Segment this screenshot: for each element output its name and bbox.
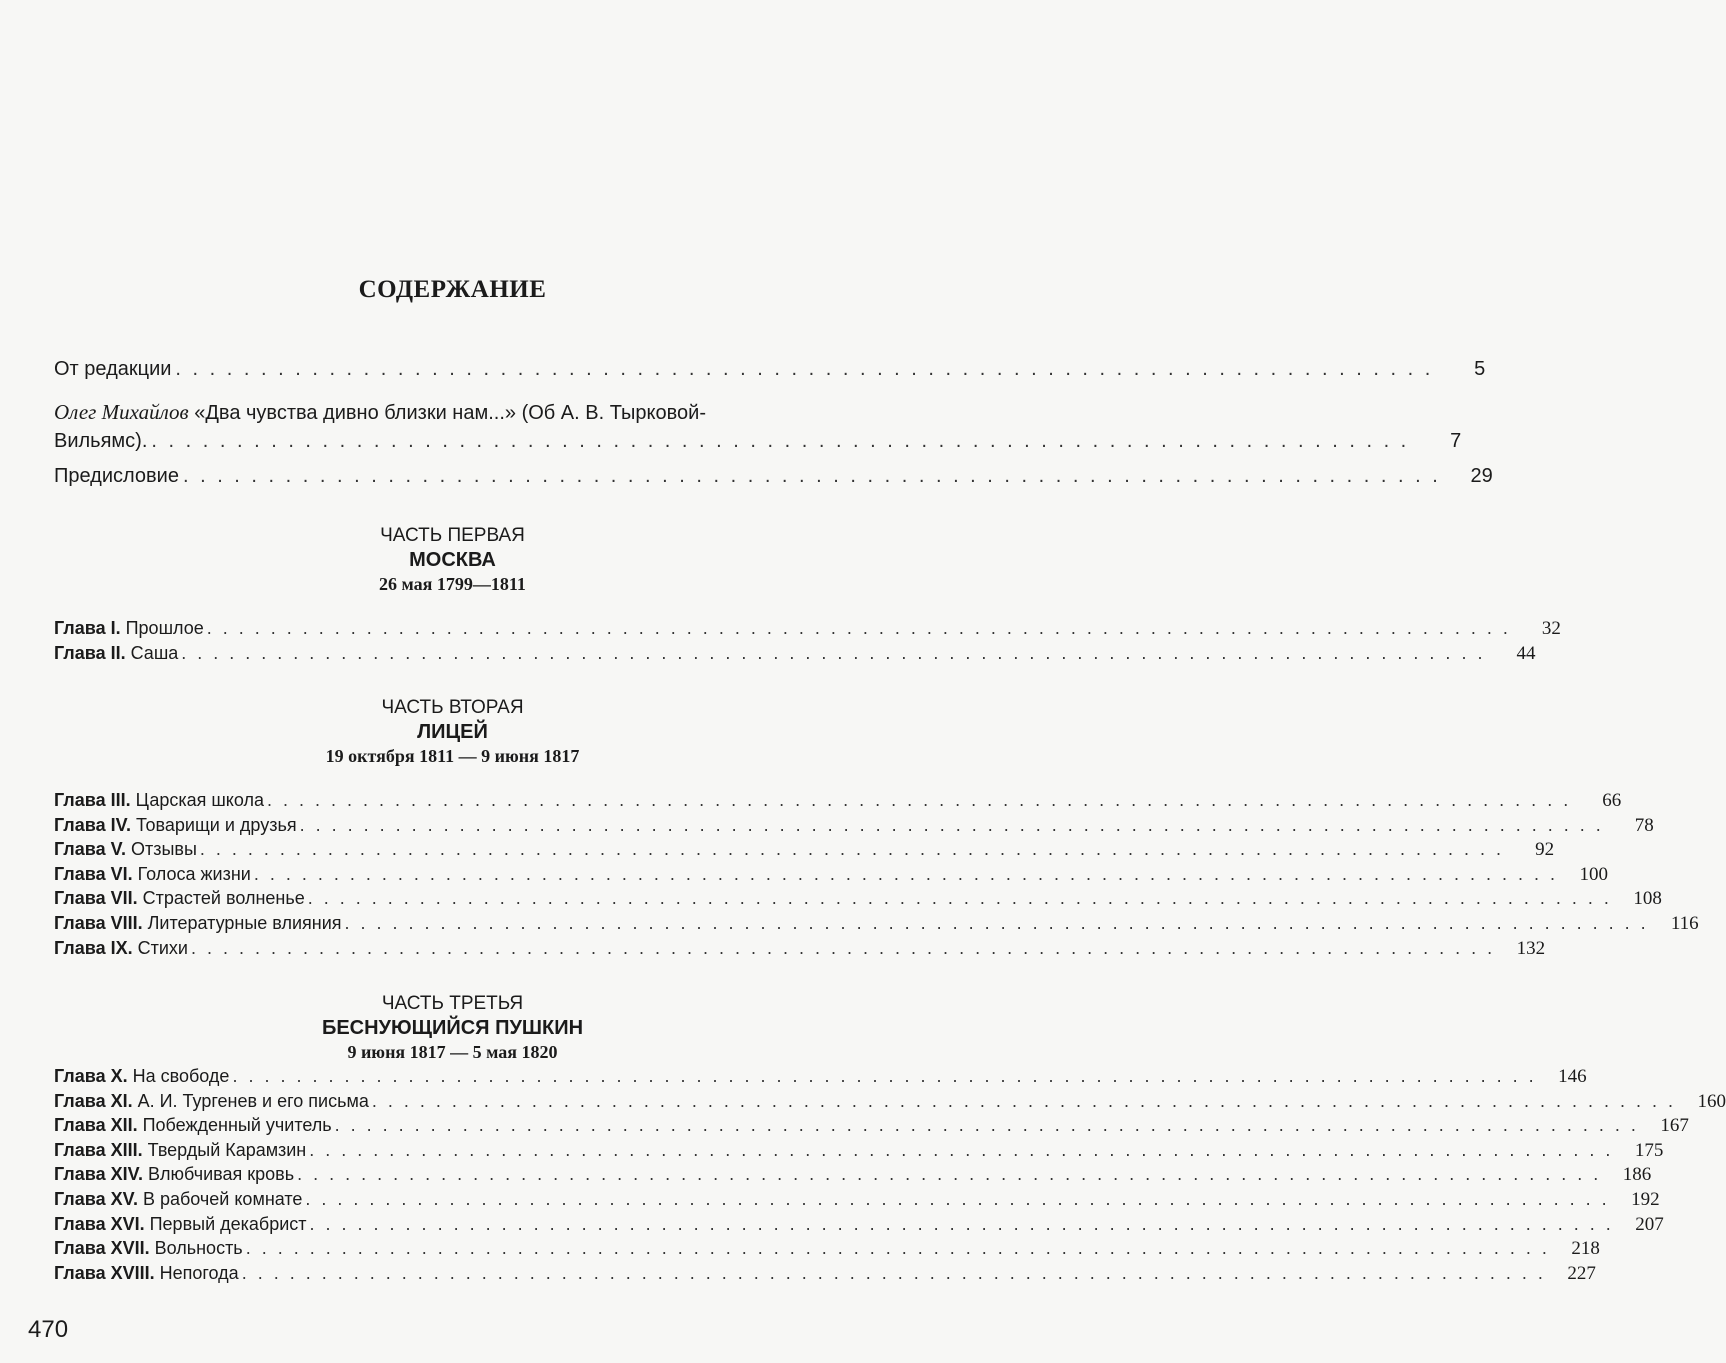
chapter-name: Литературные влияния (147, 912, 342, 933)
dot-leader: . . . . . . . . . . . . . . . . . . . . . . . . . . . . . . . . . . . . . . . . . . . . . . . . . . . . . . . . . . . . . . . . . . . . . . . . . . . . . . . . . . (334, 1115, 1639, 1136)
chapter-number: Глава XIV. (54, 1164, 143, 1185)
chapter-entry (54, 1162, 1652, 1187)
part-name: ЧАСТЬ ВТОРАЯ (381, 697, 524, 718)
chapter-entry (54, 641, 1536, 666)
dot-leader: . . . . . . . . . . . . . . . . . . . . . . . . . . . . . . . . . . . . . . . . . . . . . . . . . . . . . . . . . . . . . . . . . . . . . . . . . . . . . . . . . . (241, 1262, 1546, 1283)
chapter-page: 146 (1558, 1066, 1587, 1087)
part-dates: 9 июня 1817 — 5 мая 1820 (347, 1042, 558, 1062)
chapter-name: Стихи (137, 937, 188, 958)
chapter-name: Царская школа (135, 790, 265, 810)
chapter-entry (54, 788, 1622, 813)
chapter-page: 116 (1670, 912, 1699, 934)
chapter-number: Глава XI. (54, 1090, 133, 1111)
chapter-number: Глава XII. (54, 1115, 138, 1136)
chapter-name: Твердый Карамзин (147, 1139, 307, 1160)
chapter-page: 192 (1631, 1188, 1660, 1210)
chapter-name: В рабочей комнате (142, 1188, 303, 1209)
part-heading (0, 992, 905, 1064)
dot-leader: . . . . . . . . . . . . . . . . . . . . . . . . . . . . . . . . . . . . . . . . . . . . . . . . . . . . . . . . . . . . . . . . . . . . . . . . . . . . . . . . . . (297, 1164, 1602, 1185)
part-name: ЧАСТЬ ТРЕТЬЯ (381, 993, 524, 1014)
chapter-name: Вольность (154, 1238, 243, 1259)
chapter-number: Глава IX. (54, 937, 133, 958)
entry-text: Предисловие (54, 465, 179, 487)
page-number: 470 (28, 1316, 69, 1343)
chapter-entry (54, 911, 1699, 936)
chapter-entry (54, 1212, 1664, 1237)
chapter-page: 78 (1634, 814, 1654, 836)
dot-leader: . . . . . . . . . . . . . . . . . . . . . . . . . . . . . . . . . . . . . . . . . . . . . . . . . . . . . . . . . . . . . . . . . . . . . . . . . . (151, 430, 1410, 452)
chapter-entry (54, 1064, 1587, 1089)
chapter-number: Глава III. (54, 790, 131, 810)
dot-leader: . . . . . . . . . . . . . . . . . . . . . . . . . . . . . . . . . . . . . . . . . . . . . . . . . . . . . . . . . . . . . . . . . . . . . . . . . . . . . . . . . . (190, 937, 1496, 958)
chapter-page: 32 (1541, 618, 1561, 639)
part-title: ЛИЦЕЙ (417, 721, 488, 743)
chapter-name: Прошлое (125, 618, 204, 638)
dot-leader: . . . . . . . . . . . . . . . . . . . . . . . . . . . . . . . . . . . . . . . . . . . . . . . . . . . . . . . . . . . . . . . . . . . . . . . . . . . . . . . . . . (305, 1188, 1610, 1209)
chapter-entry (54, 936, 1546, 961)
chapter-page: 175 (1634, 1139, 1664, 1161)
chapter-entry (54, 1113, 1689, 1138)
chapter-number: Глава XVI. (54, 1213, 145, 1234)
dot-leader: . . . . . . . . . . . . . . . . . . . . . . . . . . . . . . . . . . . . . . . . . . . . . . . . . . . . . . . . . . . . . . . . . . . . . . . . . . . . . . . . . . (267, 790, 1572, 810)
entry-page: 5 (1474, 358, 1486, 380)
entry-text: От редакции (54, 358, 172, 380)
entry-page: 7 (1450, 430, 1462, 452)
chapter-number: Глава I. (54, 618, 121, 638)
toc-entry-editorial (54, 355, 1486, 383)
essay-author: Олег Михайлов (54, 400, 189, 424)
part-title: МОСКВА (409, 549, 496, 571)
essay-title-line2: Вильямс). (54, 430, 148, 452)
dot-leader: . . . . . . . . . . . . . . . . . . . . . . . . . . . . . . . . . . . . . . . . . . . . . . . . . . . . . . . . . . . . . . . . . . . . . . . . . . . . . . . . . . (309, 1213, 1614, 1234)
chapter-page: 92 (1535, 839, 1555, 861)
chapter-page: 227 (1567, 1262, 1596, 1284)
chapter-name: Саша (130, 642, 179, 663)
essay-line-2 (54, 427, 1462, 455)
essay-title-line1: «Два чувства дивно близки нам...» (Об А. В. Тырковой- (194, 402, 706, 424)
chapter-entry (54, 862, 1609, 887)
chapter-name: Влюбчивая кровь (147, 1164, 295, 1185)
part-heading (0, 696, 905, 768)
chapter-page: 132 (1516, 937, 1546, 959)
chapter-list (54, 1064, 1726, 1285)
toc-entry-essay (54, 398, 1462, 455)
chapter-entry (54, 813, 1654, 838)
chapter-page: 207 (1635, 1213, 1664, 1235)
dot-leader: . . . . . . . . . . . . . . . . . . . . . . . . . . . . . . . . . . . . . . . . . . . . . . . . . . . . . . . . . . . . . . . . . . . . . . . . . . . . . . . . . . (309, 1139, 1614, 1160)
chapter-number: Глава VII. (54, 888, 138, 909)
chapter-name: Страстей волненье (142, 888, 305, 909)
chapter-name: На свободе (132, 1066, 230, 1086)
chapter-name: Непогода (159, 1262, 239, 1283)
chapter-page: 218 (1571, 1238, 1600, 1260)
dot-leader: . . . . . . . . . . . . . . . . . . . . . . . . . . . . . . . . . . . . . . . . . . . . . . . . . . . . . . . . . . . . . . . . . . . . . . . . . . . . . . . . . . (253, 863, 1559, 884)
chapter-page: 66 (1602, 790, 1622, 811)
dot-leader: . . . . . . . . . . . . . . . . . . . . . . . . . . . . . . . . . . . . . . . . . . . . . . . . . . . . . . . . . . . . . . . . . . . . . . . . . . . . . . . . . . (199, 839, 1505, 860)
chapter-name: Первый декабрист (149, 1213, 307, 1234)
contents-title: СОДЕРЖАНИЕ (358, 276, 547, 303)
chapter-name: Голоса жизни (137, 863, 251, 884)
chapter-page: 100 (1579, 863, 1609, 885)
chapter-entry (54, 1236, 1600, 1261)
chapter-entry (54, 1089, 1726, 1114)
chapter-entry (54, 1138, 1664, 1163)
part-title: БЕСНУЮЩИЙСЯ ПУШКИН (321, 1017, 584, 1039)
dot-leader: . . . . . . . . . . . . . . . . . . . . . . . . . . . . . . . . . . . . . . . . . . . . . . . . . . . . . . . . . . . . . . . . . . . . . . . . . . . . . . . . . . (371, 1090, 1677, 1111)
chapter-name: Отзывы (130, 839, 197, 860)
chapter-entry (54, 886, 1662, 911)
chapter-entry (54, 1261, 1596, 1286)
chapter-entry (54, 1187, 1660, 1212)
dot-leader: . . . . . . . . . . . . . . . . . . . . . . . . . . . . . . . . . . . . . . . . . . . . . . . . . . . . . . . . . . . . . . . . . . . . . . . . . . . . . . . . . . (181, 642, 1486, 663)
chapter-number: Глава II. (54, 642, 126, 663)
dot-leader: . . . . . . . . . . . . . . . . . . . . . . . . . . . . . . . . . . . . . . . . . . . . . . . . . . . . . . . . . . . . . . . . . . . . . . . . . . . . . . . . . . (344, 912, 1649, 933)
chapter-page: 44 (1516, 642, 1536, 664)
chapter-page: 160 (1697, 1090, 1726, 1112)
chapter-list (54, 616, 1561, 665)
chapter-name: Товарищи и друзья (135, 814, 297, 835)
chapter-page: 108 (1633, 888, 1662, 910)
chapter-number: Глава VI. (54, 863, 133, 884)
dot-leader: . . . . . . . . . . . . . . . . . . . . . . . . . . . . . . . . . . . . . . . . . . . . . . . . . . . . . . . . . . . . . . . . . . . . . . . . . . . . . . . . . . (232, 1066, 1537, 1086)
dot-leader: . . . . . . . . . . . . . . . . . . . . . . . . . . . . . . . . . . . . . . . . . . . . . . . . . . . . . . . . . . . . . . . . . . . . . . . . . . (182, 465, 1441, 487)
part-heading (0, 524, 905, 596)
part-dates: 26 мая 1799—1811 (379, 574, 526, 594)
chapter-number: Глава XVII. (54, 1238, 150, 1259)
chapter-list (54, 788, 1699, 960)
chapter-name: Побежденный учитель (142, 1115, 332, 1136)
chapter-number: Глава X. (54, 1066, 128, 1086)
entry-page: 29 (1470, 465, 1493, 487)
chapter-number: Глава V. (54, 839, 126, 860)
chapter-entry (54, 837, 1555, 862)
chapter-number: Глава XIII. (54, 1139, 143, 1160)
chapter-name: А. И. Тургенев и его письма (137, 1090, 369, 1111)
part-dates: 19 октября 1811 — 9 июня 1817 (325, 746, 580, 766)
dot-leader: . . . . . . . . . . . . . . . . . . . . . . . . . . . . . . . . . . . . . . . . . . . . . . . . . . . . . . . . . . . . . . . . . . . . . . . . . . . . . . . . . . (206, 618, 1511, 638)
dot-leader: . . . . . . . . . . . . . . . . . . . . . . . . . . . . . . . . . . . . . . . . . . . . . . . . . . . . . . . . . . . . . . . . . . . . . . . . . . (175, 358, 1434, 380)
chapter-entry (54, 616, 1561, 641)
chapter-number: Глава VIII. (54, 912, 143, 933)
chapter-page: 186 (1622, 1164, 1652, 1186)
chapter-page: 167 (1660, 1115, 1689, 1137)
dot-leader: . . . . . . . . . . . . . . . . . . . . . . . . . . . . . . . . . . . . . . . . . . . . . . . . . . . . . . . . . . . . . . . . . . . . . . . . . . . . . . . . . . (307, 888, 1612, 909)
toc-entry-preface (54, 462, 1493, 490)
chapter-number: Глава XV. (54, 1188, 138, 1209)
part-name: ЧАСТЬ ПЕРВАЯ (380, 525, 525, 546)
dot-leader: . . . . . . . . . . . . . . . . . . . . . . . . . . . . . . . . . . . . . . . . . . . . . . . . . . . . . . . . . . . . . . . . . . . . . . . . . . . . . . . . . . (245, 1238, 1550, 1259)
chapter-number: Глава IV. (54, 814, 131, 835)
chapter-number: Глава XVIII. (54, 1262, 155, 1283)
essay-line-1 (54, 398, 846, 427)
dot-leader: . . . . . . . . . . . . . . . . . . . . . . . . . . . . . . . . . . . . . . . . . . . . . . . . . . . . . . . . . . . . . . . . . . . . . . . . . . . . . . . . . . (299, 814, 1604, 835)
